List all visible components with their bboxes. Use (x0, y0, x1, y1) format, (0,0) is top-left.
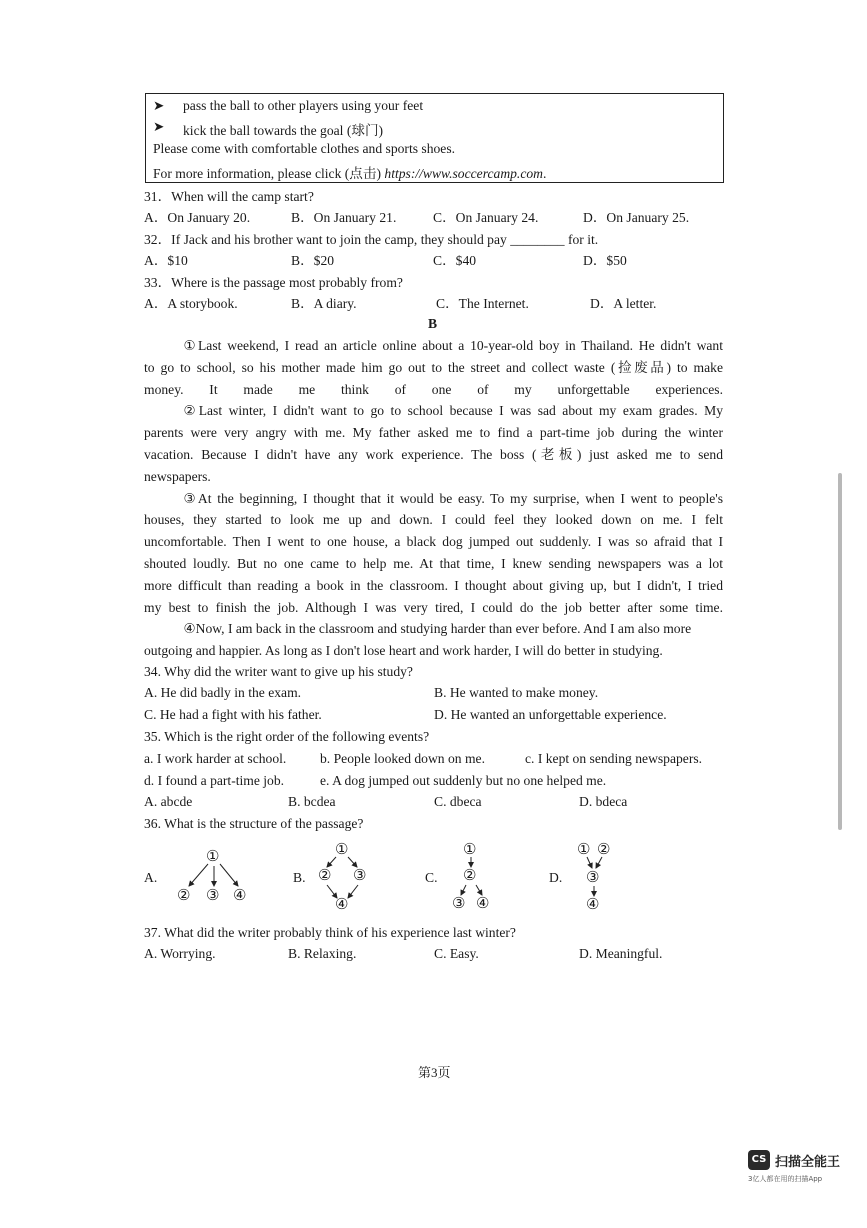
q33-stem: 33．Where is the passage most probably from? (144, 275, 403, 290)
diagram-b-node-2: ② (318, 868, 332, 884)
diagram-a-node-1: ① (206, 849, 220, 865)
q31-option-b: B．On January 21. (291, 210, 397, 225)
q32-option-a: A．$10 (144, 253, 188, 268)
q32-option-c: C．$40 (433, 253, 477, 268)
q34-option-d: D. He wanted an unforgettable experience. (434, 707, 667, 722)
q31-option-c: C．On January 24. (433, 210, 539, 225)
diagram-a (189, 864, 238, 886)
q33-option-d: D．A letter. (590, 296, 657, 311)
q35-stem: 35. Which is the right order of the following events? (144, 729, 430, 744)
passage-line: ③At the beginning, I thought that it would be easy. To my surprise, when I went to people's (183, 490, 723, 506)
q35-event-a: a. I work harder at school. (144, 751, 287, 766)
q35-option-b: B. bcdea (288, 794, 336, 809)
diagram-d-node-3: ③ (586, 870, 600, 886)
q35-option-c: C. dbeca (434, 794, 482, 809)
notice-info-prefix: For more information, please click (点击) (153, 166, 385, 181)
diagram-b-node-3: ③ (353, 868, 367, 884)
q33-option-a: A．A storybook. (144, 296, 238, 311)
notice-url-link[interactable]: https://www.soccercamp.com (384, 166, 543, 181)
notice-bullet-1: pass the ball to other players using your feet (183, 98, 424, 113)
diagram-d-node-2: ② (597, 842, 611, 858)
q36-option-d-label: D. (549, 870, 563, 885)
scrollbar-thumb[interactable] (838, 473, 842, 830)
passage-line: ②Last winter, I didn't want to go to school because I was sad about my exam grades. My (183, 403, 723, 419)
section-heading: B (428, 316, 438, 331)
arrow-bullet-icon: ➤ (153, 119, 165, 134)
q36-option-c-label: C. (425, 870, 438, 885)
q36-option-b-label: B. (293, 870, 306, 885)
paragraph-2 (144, 400, 723, 487)
diagram-b-node-1: ① (335, 842, 349, 858)
paragraph-4 (144, 618, 723, 662)
passage (144, 335, 723, 662)
watermark-tagline: 3亿人都在用的扫描App (748, 1175, 823, 1183)
q34-option-b: B. He wanted to make money. (434, 685, 599, 700)
notice-line-info (153, 162, 546, 182)
passage-line: shouted loudly. But no one came to help me. At that time, I knew sending newspapers was a lot (144, 555, 723, 571)
q32-stem: 32．If Jack and his brother want to join the camp, they should pay ________ for it. (144, 232, 599, 247)
q36-stem: 36. What is the structure of the passage? (144, 816, 364, 831)
q34-option-c: C. He had a fight with his father. (144, 707, 322, 722)
q37-option-d: D. Meaningful. (579, 946, 663, 961)
arrow-bullet-icon: ➤ (153, 98, 165, 113)
page-number: 第3页 (418, 1065, 451, 1080)
passage-line: money. It made me think of one of my unforgettable experiences. (144, 381, 723, 397)
passage-line: ④Now, I am back in the classroom and studying harder than ever before. And I am also more (183, 621, 692, 637)
paragraph-1 (144, 335, 723, 400)
q32-option-b: B．$20 (291, 253, 335, 268)
diagram-a-node-3: ③ (206, 888, 220, 904)
q33-option-c: C．The Internet. (436, 296, 529, 311)
diagram-c-node-2: ② (463, 868, 477, 884)
q34-stem: 34. Why did the writer want to give up his study? (144, 664, 413, 679)
q31-option-d: D．On January 25. (583, 210, 690, 225)
notice-url-suffix: . (542, 166, 547, 181)
diagram-a-node-4: ④ (233, 888, 247, 904)
passage-line: vacation. Because I didn't have any work experience. The boss (老板) just asked me to send (144, 446, 723, 462)
q37-option-c: C. Easy. (434, 946, 479, 961)
diagram-c-node-1: ① (463, 842, 477, 858)
notice-bullet-2: kick the ball towards the goal (球门) (183, 123, 384, 138)
passage-line: outgoing and happier. As long as I don't lose heart and work harder, I will do better in studying. (144, 643, 663, 659)
diagram-d-node-4: ④ (586, 897, 600, 913)
q31-option-a: A．On January 20. (144, 210, 251, 225)
passage-line: houses, they started to look me up and down. I could feel they looked down on me. I felt (144, 512, 723, 528)
diagram-a-node-2: ② (177, 888, 191, 904)
q32-option-d: D．$50 (583, 253, 627, 268)
diagram-c-node-3: ③ (452, 896, 466, 912)
notice-box (145, 93, 724, 183)
q37-option-b: B. Relaxing. (288, 946, 357, 961)
q36-option-a-label: A. (144, 870, 158, 885)
passage-line: uncomfortable. Then I went to one house, a black dog jumped out suddenly. I was so afraid that I (144, 534, 723, 550)
q33-option-b: B．A diary. (291, 296, 357, 311)
passage-line: ①Last weekend, I read an article online about a 10-year-old boy in Thailand. He didn't want (183, 338, 723, 353)
q35-event-e: e. A dog jumped out suddenly but no one helped me. (320, 773, 607, 788)
passage-line: to go to school, so his mother made him go out to the street and collect waste (捡废品) to make (144, 359, 723, 375)
watermark-brand: 扫描全能王 (775, 1155, 841, 1170)
passage-line: parents were very angry with me. My father asked me to find a part-time job during the winter (144, 425, 723, 441)
paragraph-3 (144, 488, 723, 619)
notice-line-clothes: Please come with comfortable clothes and sports shoes. (153, 141, 456, 156)
q35-event-d: d. I found a part-time job. (144, 773, 285, 788)
q34-option-a: A. He did badly in the exam. (144, 685, 302, 700)
diagram-b-node-4: ④ (335, 897, 349, 913)
passage-line: newspapers. (144, 468, 211, 484)
q35-option-d: D. bdeca (579, 794, 628, 809)
diagram-c-node-4: ④ (476, 896, 490, 912)
diagram-d-node-1: ① (577, 842, 591, 858)
passage-line: more difficult than reading a book in the classroom. I thought about giving up, but I didn't, I tried (144, 577, 723, 593)
q37-option-a: A. Worrying. (144, 946, 216, 961)
passage-line: my best to finish the job. Although I was very tired, I could do the job better after some time. (144, 599, 723, 615)
q35-event-c: c. I kept on sending newspapers. (525, 751, 703, 766)
q37-stem: 37. What did the writer probably think of his experience last winter? (144, 925, 516, 940)
q35-event-b: b. People looked down on me. (320, 751, 485, 766)
q35-option-a: A. abcde (144, 794, 193, 809)
q31-stem: 31．When will the camp start? (144, 189, 314, 204)
camscanner-logo-icon: CS (748, 1150, 770, 1170)
